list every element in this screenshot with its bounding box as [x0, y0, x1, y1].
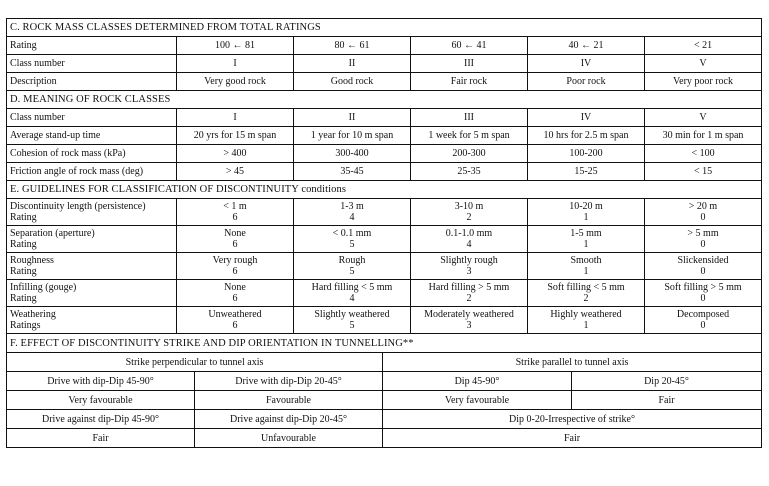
- table-cell: Fair: [572, 391, 762, 410]
- row-label: Class number: [7, 55, 177, 73]
- table-cell: [528, 280, 645, 307]
- row-label: [7, 226, 177, 253]
- cell-value: Rough: [338, 255, 366, 266]
- table-cell: Fair: [7, 429, 195, 448]
- table-cell: [645, 253, 762, 280]
- row-label-line1: Weathering: [10, 309, 56, 320]
- table-cell: I: [177, 55, 294, 73]
- table-row: [7, 127, 762, 145]
- table-cell: [177, 307, 294, 334]
- cell-rating: 6: [232, 293, 238, 304]
- table-cell: I: [177, 109, 294, 127]
- table-row: [7, 109, 762, 127]
- table-cell: 1 week for 5 m span: [411, 127, 528, 145]
- cell-rating: 3: [466, 266, 472, 277]
- cell-rating: 5: [349, 320, 355, 331]
- table-cell: 100 ← 81: [177, 37, 294, 55]
- cell-rating: 5: [349, 239, 355, 250]
- section-e-header: [7, 181, 762, 199]
- cell-rating: 1: [583, 266, 589, 277]
- cell-rating: 2: [583, 293, 589, 304]
- table-row: [7, 280, 762, 307]
- table-cell: [177, 199, 294, 226]
- cell-rating: 6: [232, 266, 238, 277]
- row-label-line2: Rating: [10, 239, 37, 250]
- table-cell: V: [645, 55, 762, 73]
- table-row: [7, 37, 762, 55]
- cell-value: Smooth: [570, 255, 602, 266]
- table-row: [7, 353, 762, 372]
- table-cell: [411, 199, 528, 226]
- cell-rating: 3: [466, 320, 472, 331]
- table-cell: > 45: [177, 163, 294, 181]
- table-cell: [528, 253, 645, 280]
- row-label: Friction angle of rock mass (deg): [7, 163, 177, 181]
- cell-value: Hard filling > 5 mm: [428, 282, 510, 293]
- cell-rating: 6: [232, 320, 238, 331]
- table-cell: [177, 253, 294, 280]
- table-cell: [528, 199, 645, 226]
- table-cell: III: [411, 109, 528, 127]
- row-label-line2: Ratings: [10, 320, 41, 331]
- table-cell: II: [294, 109, 411, 127]
- cell-value: Slickensided: [677, 255, 729, 266]
- table-cell: [411, 253, 528, 280]
- table-row: [7, 307, 762, 334]
- cell-value: Slightly weathered: [314, 309, 390, 320]
- table-cell: Fair: [383, 429, 762, 448]
- table-cell: Favourable: [195, 391, 383, 410]
- rock-mass-rating-document: [6, 18, 761, 448]
- table-cell: [645, 226, 762, 253]
- row-label: Cohesion of rock mass (kPa): [7, 145, 177, 163]
- table-cell: [528, 226, 645, 253]
- cell-value: 0.1-1.0 mm: [445, 228, 493, 239]
- table-cell: Drive against dip-Dip 20-45°: [195, 410, 383, 429]
- cell-rating: 1: [583, 212, 589, 223]
- table-cell: 200-300: [411, 145, 528, 163]
- table-cell: 60 ← 41: [411, 37, 528, 55]
- row-label-line1: Discontinuity length (persistence): [10, 201, 146, 212]
- row-label: [7, 199, 177, 226]
- cell-value: 3-10 m: [454, 201, 484, 212]
- table-row: [7, 145, 762, 163]
- table-cell: [528, 307, 645, 334]
- cell-value: Soft filling > 5 mm: [664, 282, 742, 293]
- cell-rating: 4: [466, 239, 472, 250]
- table-row: [7, 391, 762, 410]
- table-row: [7, 226, 762, 253]
- row-label: [7, 280, 177, 307]
- cell-value: Moderately weathered: [424, 309, 514, 320]
- cell-rating: 0: [700, 266, 706, 277]
- table-cell: [645, 307, 762, 334]
- cell-value: < 0.1 mm: [332, 228, 372, 239]
- table-row: [7, 429, 762, 448]
- cell-value: Slightly rough: [440, 255, 498, 266]
- table-cell: [411, 226, 528, 253]
- table-cell: Unfavourable: [195, 429, 383, 448]
- table-cell: [294, 280, 411, 307]
- table-cell: 1 year for 10 m span: [294, 127, 411, 145]
- cell-rating: 4: [349, 293, 355, 304]
- row-label: Average stand-up time: [7, 127, 177, 145]
- table-row: [7, 372, 762, 391]
- section-d-title: D. MEANING OF ROCK CLASSES: [7, 91, 762, 109]
- table-cell: Very good rock: [177, 73, 294, 91]
- table-cell: 80 ← 61: [294, 37, 411, 55]
- cell-value: None: [224, 228, 246, 239]
- table-cell: [177, 226, 294, 253]
- table-cell: 300-400: [294, 145, 411, 163]
- table-row: [7, 253, 762, 280]
- table-cell: Dip 45-90°: [383, 372, 572, 391]
- table-row: [7, 199, 762, 226]
- table-cell: 35-45: [294, 163, 411, 181]
- table-cell: 100-200: [528, 145, 645, 163]
- table-cell: Very poor rock: [645, 73, 762, 91]
- table-cell: [411, 307, 528, 334]
- cell-value: 10-20 m: [569, 201, 603, 212]
- table-cell: II: [294, 55, 411, 73]
- section-f-title: F. EFFECT OF DISCONTINUITY STRIKE AND DIP ORIENTATION IN TUNNELLING**: [7, 334, 762, 353]
- cell-value: Soft filling < 5 mm: [547, 282, 625, 293]
- section-d-header: [7, 91, 762, 109]
- table-row: [7, 73, 762, 91]
- table-cell: < 21: [645, 37, 762, 55]
- cell-value: < 1 m: [223, 201, 247, 212]
- row-label-line1: Infilling (gouge): [10, 282, 77, 293]
- table-cell: [411, 280, 528, 307]
- table-cell: Very favourable: [7, 391, 195, 410]
- table-cell: V: [645, 109, 762, 127]
- table-cell: IV: [528, 109, 645, 127]
- table-cell: [294, 226, 411, 253]
- table-cell: Good rock: [294, 73, 411, 91]
- cell-value: 1-5 mm: [570, 228, 602, 239]
- table-row: [7, 55, 762, 73]
- cell-value: None: [224, 282, 246, 293]
- cell-rating: 0: [700, 212, 706, 223]
- row-label: Description: [7, 73, 177, 91]
- cell-value: Highly weathered: [550, 309, 622, 320]
- cell-rating: 2: [466, 212, 472, 223]
- table-cell: 20 yrs for 15 m span: [177, 127, 294, 145]
- section-e-title: E. GUIDELINES FOR CLASSIFICATION OF DISCONTINUITY conditions: [7, 181, 762, 199]
- row-label-line1: Separation (aperture): [10, 228, 95, 239]
- row-label: Class number: [7, 109, 177, 127]
- table-cell: Poor rock: [528, 73, 645, 91]
- cell-rating: 0: [700, 293, 706, 304]
- table-cell: > 400: [177, 145, 294, 163]
- table-cell: [294, 199, 411, 226]
- table-cell: < 100: [645, 145, 762, 163]
- cell-rating: 1: [583, 239, 589, 250]
- row-label-line2: Rating: [10, 293, 37, 304]
- table-cell: 10 hrs for 2.5 m span: [528, 127, 645, 145]
- row-label-line2: Rating: [10, 212, 37, 223]
- rating-table: [6, 18, 762, 334]
- table-cell: Drive against dip-Dip 45-90°: [7, 410, 195, 429]
- cell-rating: 2: [466, 293, 472, 304]
- section-c-title: C. ROCK MASS CLASSES DETERMINED FROM TOTAL RATINGS: [7, 19, 762, 37]
- strike-perpendicular-header: Strike perpendicular to tunnel axis: [7, 353, 383, 372]
- table-cell: [645, 280, 762, 307]
- table-cell: 15-25: [528, 163, 645, 181]
- table-row: [7, 410, 762, 429]
- cell-rating: 0: [700, 320, 706, 331]
- cell-value: > 20 m: [688, 201, 718, 212]
- table-cell: < 15: [645, 163, 762, 181]
- cell-value: Hard filling < 5 mm: [311, 282, 393, 293]
- table-cell: Very favourable: [383, 391, 572, 410]
- table-cell: 30 min for 1 m span: [645, 127, 762, 145]
- table-row: [7, 163, 762, 181]
- row-label-line1: Roughness: [10, 255, 54, 266]
- table-cell: Dip 0-20-Irrespective of strike°: [383, 410, 762, 429]
- cell-rating: 0: [700, 239, 706, 250]
- cell-value: Unweathered: [208, 309, 262, 320]
- table-cell: [645, 199, 762, 226]
- table-cell: IV: [528, 55, 645, 73]
- table-cell: [294, 253, 411, 280]
- table-cell: Drive with dip-Dip 20-45°: [195, 372, 383, 391]
- cell-rating: 1: [583, 320, 589, 331]
- cell-rating: 5: [349, 266, 355, 277]
- table-cell: III: [411, 55, 528, 73]
- section-f-header: [7, 334, 762, 353]
- row-label-line2: Rating: [10, 266, 37, 277]
- row-label: [7, 253, 177, 280]
- cell-value: Decomposed: [676, 309, 730, 320]
- cell-rating: 4: [349, 212, 355, 223]
- cell-value: > 5 mm: [687, 228, 719, 239]
- table-cell: 40 ← 21: [528, 37, 645, 55]
- table-cell: 25-35: [411, 163, 528, 181]
- row-label: Rating: [7, 37, 177, 55]
- table-cell: Fair rock: [411, 73, 528, 91]
- table-cell: Dip 20-45°: [572, 372, 762, 391]
- cell-value: 1-3 m: [340, 201, 364, 212]
- table-cell: [177, 280, 294, 307]
- row-label: [7, 307, 177, 334]
- cell-value: Very rough: [212, 255, 258, 266]
- table-cell: Drive with dip-Dip 45-90°: [7, 372, 195, 391]
- section-c-header: [7, 19, 762, 37]
- strike-parallel-header: Strike parallel to tunnel axis: [383, 353, 762, 372]
- table-cell: [294, 307, 411, 334]
- cell-rating: 6: [232, 212, 238, 223]
- orientation-table: [6, 333, 762, 448]
- cell-rating: 6: [232, 239, 238, 250]
